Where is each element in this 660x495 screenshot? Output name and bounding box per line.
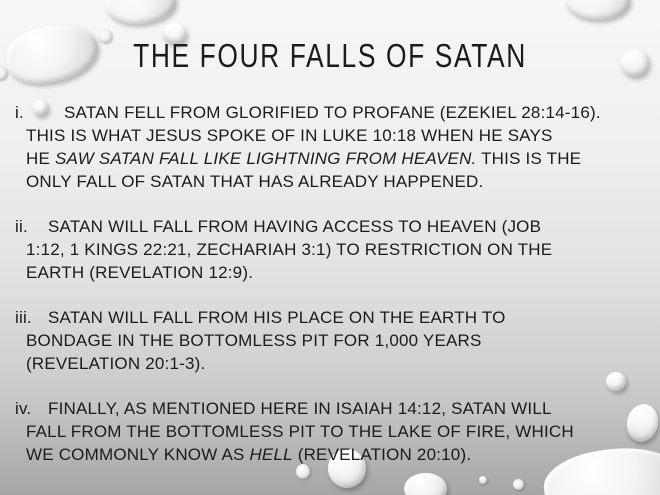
list-item-text-line: HE SAW SATAN FALL LIKE LIGHTNING FROM HEAVEN. THIS IS THE [26,149,582,168]
list-item-text-line: ONLY FALL OF SATAN THAT HAS ALREADY HAPPENED. [26,172,484,191]
list-item [0,215,660,284]
list-item-text-line: SATAN WILL FALL FROM HIS PLACE ON THE EARTH TO [48,308,506,327]
water-droplet [566,0,630,20]
list-item-text-line: FINALLY, AS MENTIONED HERE IN ISAIAH 14:12, SATAN WILL [48,399,552,418]
slide-title: THE FOUR FALLS OF SATAN [133,37,527,74]
list-item-text-line: 1:12, 1 KINGS 22:21, ZECHARIAH 3:1) TO RESTRICTION ON THE [26,240,553,259]
list-marker: iii. [15,308,32,327]
water-droplet [621,49,649,77]
list-item-text-line: SATAN WILL FALL FROM HAVING ACCESS TO HEAVEN (JOB [48,217,542,236]
list-item-text-line: SATAN FELL FROM GLORIFIED TO PROFANE (EZEKIEL 28:14-16). [64,103,601,122]
list-item [0,306,660,375]
list-item-text-line: THIS IS WHAT JESUS SPOKE OF IN LUKE 10:18 WHEN HE SAYS [26,126,553,145]
list-marker: ii. [15,217,28,236]
list-item-text-line: (REVELATION 20:1-3). [26,354,206,373]
list-item [0,397,660,466]
water-droplet [0,67,7,80]
list-marker: i. [15,103,24,122]
water-droplet [104,0,178,28]
list-item [0,101,660,193]
list-item-text-line: WE COMMONLY KNOW AS HELL (REVELATION 20:10). [26,445,472,464]
list-item-text-line: FALL FROM THE BOTTOMLESS PIT TO THE LAKE OF FIRE, WHICH [26,422,574,441]
list-item-text-line: EARTH (REVELATION 12:9). [26,263,254,282]
list-item-text-line: BONDAGE IN THE BOTTOMLESS PIT FOR 1,000 YEARS [26,331,482,350]
falls-list [0,101,660,488]
list-marker: iv. [15,399,32,418]
